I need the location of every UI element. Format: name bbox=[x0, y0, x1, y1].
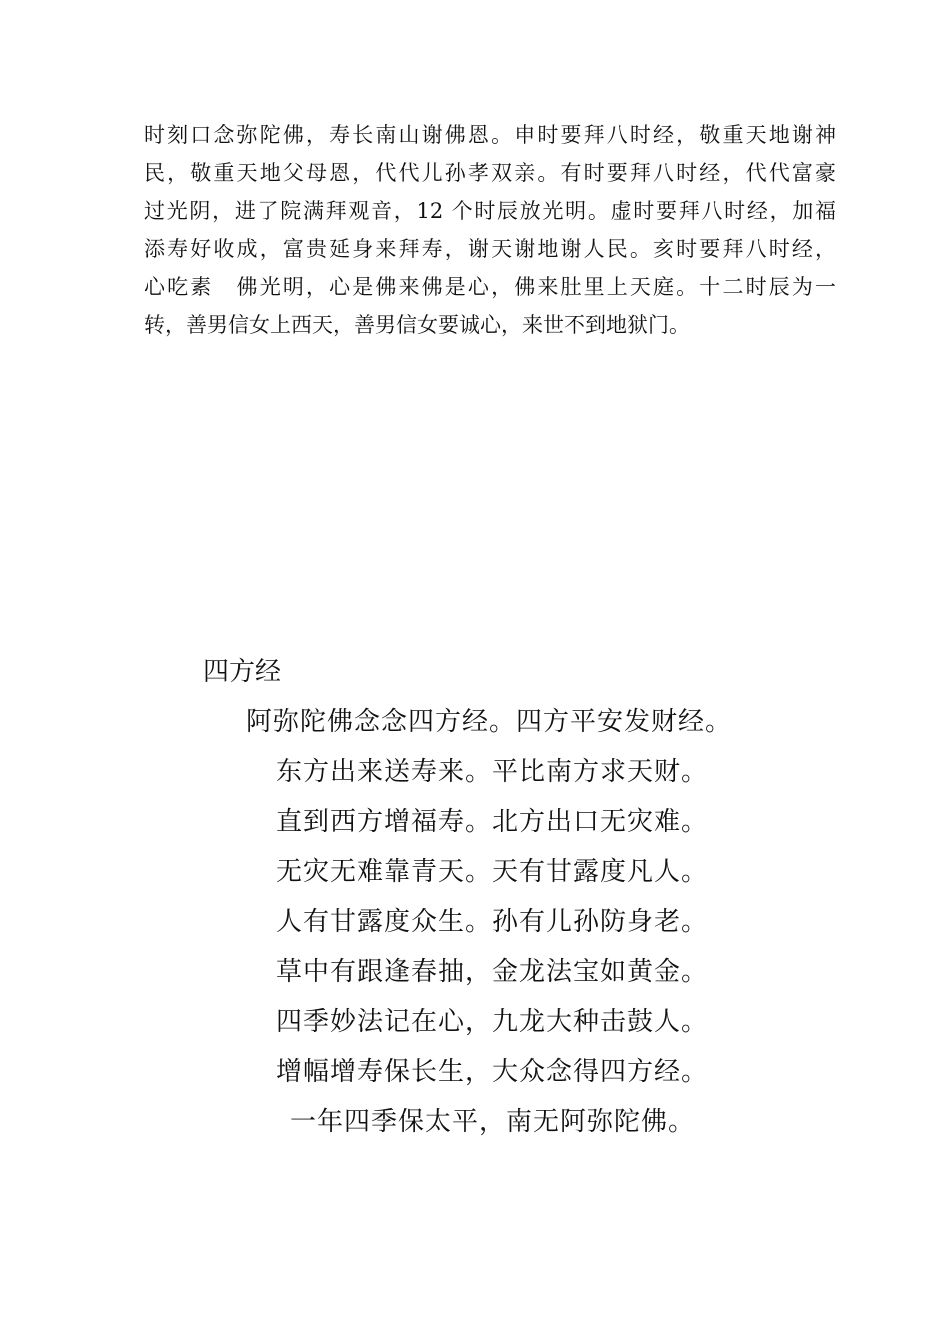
verse-line: 直到西方增福寿。北方出口无灾难。 bbox=[276, 807, 709, 837]
verse-line: 东方出来送寿来。平比南方求天财。 bbox=[276, 757, 709, 787]
verse-line: 增幅增寿保长生，大众念得四方经。 bbox=[276, 1057, 709, 1087]
sutra-title: 四方经 bbox=[203, 657, 282, 687]
paragraph-line: 民，敬重天地父母恩，代代儿孙孝双亲。有时要拜八时经，代代富豪 bbox=[144, 161, 836, 185]
verse-line: 无灾无难靠青天。天有甘露度凡人。 bbox=[276, 857, 709, 887]
verse-line: 草中有跟逢春抽，金龙法宝如黄金。 bbox=[276, 957, 709, 987]
paragraph-line: 过光阴，进了院满拜观音，12 个时辰放光明。虚时要拜八时经，加福 bbox=[144, 199, 836, 223]
paragraph-line: 心吃素 佛光明，心是佛来佛是心，佛来肚里上天庭。十二时辰为一 bbox=[144, 275, 836, 299]
verse-line: 四季妙法记在心，九龙大种击鼓人。 bbox=[276, 1007, 709, 1037]
paragraph-line: 时刻口念弥陀佛，寿长南山谢佛恩。申时要拜八时经，敬重天地谢神 bbox=[144, 123, 836, 147]
verse-line: 一年四季保太平，南无阿弥陀佛。 bbox=[290, 1107, 696, 1137]
paragraph-line: 添寿好收成，富贵延身来拜寿，谢天谢地谢人民。亥时要拜八时经， bbox=[144, 237, 836, 261]
verse-line: 人有甘露度众生。孙有儿孙防身老。 bbox=[276, 907, 709, 937]
paragraph-line: 转，善男信女上西天，善男信女要诚心，来世不到地狱门。 bbox=[144, 313, 690, 337]
verse-line: 阿弥陀佛念念四方经。四方平安发财经。 bbox=[246, 707, 733, 737]
